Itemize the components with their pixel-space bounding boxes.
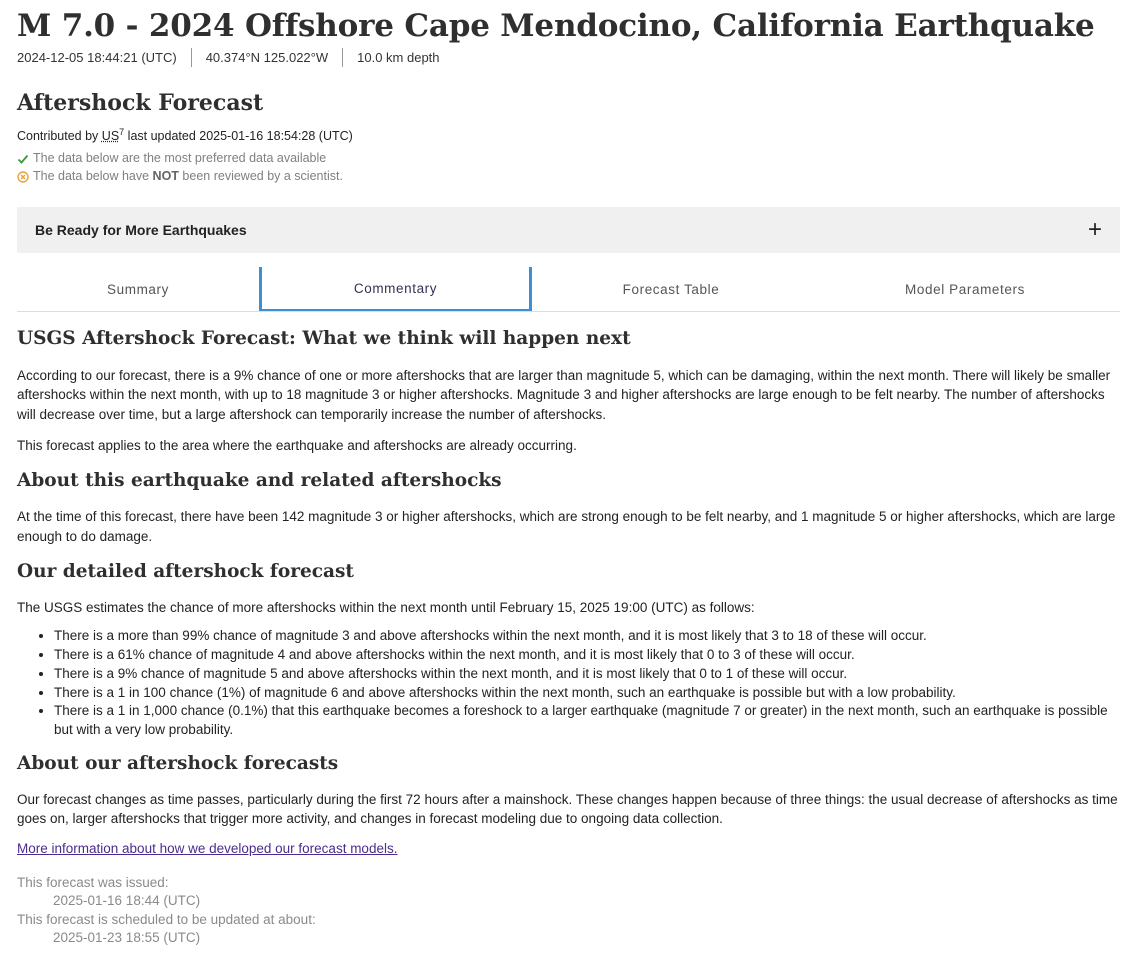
status-review-prefix: The data below have — [33, 169, 150, 184]
contributor-sup: 7 — [119, 127, 125, 137]
area-paragraph: This forecast applies to the area where the earthquake and aftershocks are already occurring. — [17, 438, 577, 454]
status-preferred — [17, 150, 1120, 167]
update-label: This forecast is scheduled to be updated at about: — [17, 911, 316, 927]
section-heading: About this earthquake and related aftershocks — [17, 470, 502, 492]
event-location: 40.374°N 125.022°W — [205, 49, 329, 65]
product-heading: Aftershock Forecast — [17, 90, 264, 116]
section-heading: USGS Aftershock Forecast: What we think will happen next — [17, 328, 631, 350]
issue-info — [17, 874, 1120, 948]
tab-model-parameters[interactable]: Model Parameters — [905, 281, 1025, 297]
list-item: • There is a 1 in 1,000 chance (0.1%) that this earthquake becomes a foreshock to a larger earthquake (magnitude 7 or greater) in the next month, such an earthquake is possible but with a very low probability. — [54, 702, 1120, 740]
list-item: • There is a 1 in 100 chance (1%) of magnitude 6 and above aftershocks within the next month, such an earthquake is possible but with a low probability. — [54, 684, 1120, 703]
more-info-link[interactable]: More information about how we developed our forecast models. — [17, 840, 398, 856]
list-item: • There is a 61% chance of magnitude 4 and above aftershocks within the next month, and it is most likely that 0 to 3 of these will occur. — [54, 646, 1120, 665]
contributed-by-label: Contributed by — [17, 129, 99, 144]
last-updated: last updated 2025-01-16 18:54:28 (UTC) — [127, 129, 353, 144]
forecast-summary-paragraph: According to our forecast, there is a 9% chance of one or more aftershocks that are larger than magnitude 5, which can be damaging, within the next month. There will likely be smaller aftershocks within the next month, with up to 18 magnitude 3 or higher aftershocks. Magnitude 3 and higher aftershocks are large enough to be felt nearby. The number of aftershocks will decrease over time, but a large aftershock can temporarily increase the number of aftershocks. — [17, 368, 1111, 422]
event-time: 2024-12-05 18:44:21 (UTC) — [17, 49, 177, 65]
event-meta — [17, 47, 1120, 67]
section-heading: About our aftershock forecasts — [17, 753, 339, 775]
meta-divider — [191, 48, 192, 67]
tab-summary[interactable]: Summary — [107, 281, 169, 297]
list-item: • There is a more than 99% chance of magnitude 3 and above aftershocks within the next month, and it is most likely that 3 to 18 of these will occur. — [54, 627, 1120, 646]
tab-commentary[interactable]: Commentary — [259, 267, 532, 311]
forecast-bullets — [17, 627, 1120, 740]
tab-forecast-table[interactable]: Forecast Table — [622, 281, 720, 297]
accordion-label: Be Ready for More Earthquakes — [35, 222, 247, 239]
contributor-line — [17, 127, 1120, 143]
event-depth: 10.0 km depth — [357, 49, 440, 65]
issued-value: 2025-01-16 18:44 (UTC) — [53, 893, 201, 909]
event-title: M 7.0 - 2024 Offshore Cape Mendocino, California Earthquake — [17, 8, 1095, 44]
meta-divider — [342, 48, 343, 67]
aftershock-count-paragraph: At the time of this forecast, there have been 142 magnitude 3 or higher aftershocks, which are strong enough to be felt nearby, and 1 magnitude 5 or higher aftershocks, which are large enough to do damage. — [17, 509, 1116, 544]
status-review — [17, 168, 1120, 185]
section-heading: Our detailed aftershock forecast — [17, 560, 354, 582]
commentary-panel — [17, 326, 1120, 947]
be-ready-accordion[interactable] — [17, 207, 1120, 253]
plus-icon[interactable]: + — [1087, 216, 1102, 244]
contributor-link[interactable]: US — [101, 129, 120, 144]
status-review-suffix: been reviewed by a scientist. — [182, 169, 343, 184]
not-reviewed-icon — [17, 171, 29, 183]
estimate-intro-paragraph: The USGS estimates the chance of more aftershocks within the next month until February 15, 2025 19:00 (UTC) as follows: — [17, 599, 755, 615]
issued-label: This forecast was issued: — [17, 874, 169, 890]
about-forecasts-paragraph: Our forecast changes as time passes, particularly during the first 72 hours after a mainshock. These changes happen because of three things: the usual decrease of aftershocks as time goes on, larger aftershocks that trigger more activity, and changes in forecast modeling due to ongoing data collection. — [17, 792, 1118, 827]
list-item: • There is a 9% chance of magnitude 5 and above aftershocks within the next month, and it is most likely that 0 to 1 of these will occur. — [54, 665, 1120, 684]
forecast-tabs — [17, 267, 1120, 312]
status-review-not: NOT — [152, 169, 179, 184]
check-icon — [17, 153, 29, 165]
status-preferred-text: The data below are the most preferred data available — [33, 151, 327, 166]
update-value: 2025-01-23 18:55 (UTC) — [53, 930, 201, 946]
